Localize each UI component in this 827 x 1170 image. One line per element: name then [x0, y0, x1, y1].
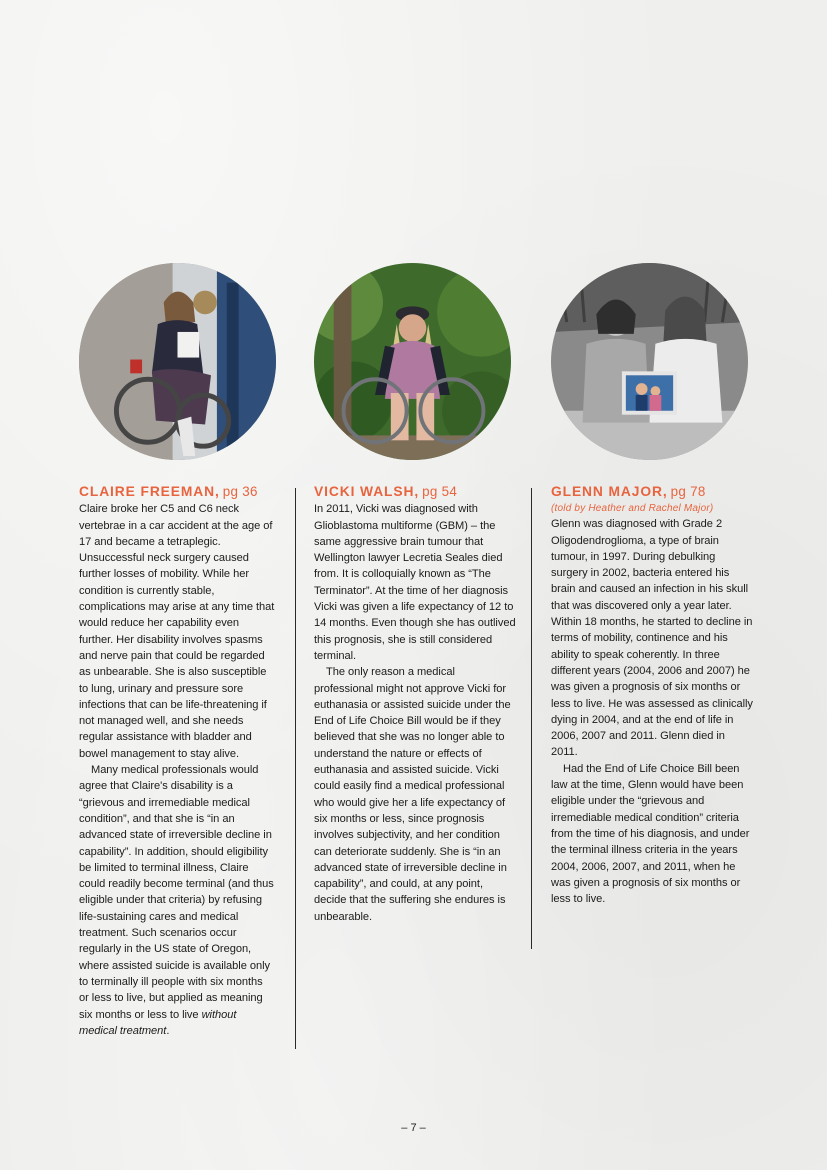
- profile-paragraph: In 2011, Vicki was diagnosed with Glioblastoma multiforme (GBM) – the same aggressive brain tumour that Wellington lawyer Lecretia Seales died from. It is colloquially known as “The Terminator”. At the time of her diagnosis Vicki was given a life expectancy of 12 to 14 months. Even though she has outlived this prognosis, she is still considered terminal.: [314, 503, 516, 662]
- profile-paragraph: The only reason a medical professional might not approve Vicki for euthanasia or assisted suicide under the End of Life Choice Bill would be if they believed that she was no longer able to understand the nature or effects of euthanasia and assisted suicide. Vicki could easily find a medical professional who would give her a life expectancy of six months or less, since prognosis involves subjectivity, and her condition can deteriorate suddenly. She is “in an advanced state of irreversible decline in capability”, and could, at any point, decide that the suffering she endures is unbearable.: [314, 666, 511, 923]
- column-divider: [295, 488, 296, 1049]
- profile-vicki-walsh: [314, 484, 517, 925]
- column-divider: [531, 488, 532, 949]
- profile-credit: (told by Heather and Rachel Major): [551, 503, 714, 515]
- profile-heading: [79, 484, 275, 501]
- profile-claire-freeman: [79, 484, 275, 1039]
- page-number: – 7 –: [401, 1122, 426, 1134]
- profile-glenn-major: [551, 484, 754, 907]
- profile-paragraph: Had the End of Life Choice Bill been law at the time, Glenn would have been eligible under the “grievous and irremediable medical condition” criteria from the time of his diagnosis, and under the terminal illness criteria in the years 2004, 2006, 2007, and 2011, when he was given a prognosis of six months or less to live.: [551, 762, 750, 906]
- photo-claire-freeman: [79, 263, 276, 460]
- page-reference-link[interactable]: pg 36: [222, 484, 258, 499]
- profile-heading: [551, 484, 754, 501]
- profile-paragraph: Claire broke her C5 and C6 neck vertebrae in a car accident at the age of 17 and became a tetraplegic. Unsuccessful neck surgery caused further losses of mobility. While her condition is currently stable, complications may arise at any time that would reduce her capability even further. Her disability involves spasms and nerve pain that could be regarded as unbearable. She is also susceptible to lung, urinary and pressure sore infections that can be life-threatening if not managed well, and she needs regular assistance with bladder and bowel management to stay alive.: [79, 503, 275, 760]
- paragraph-text: Many medical professionals would agree that Claire's disability is a “grievous and irremediable medical condition”, and that she is “in an advanced state of irreversible decline in capability”. In addition, should eligibility be limited to terminal illness, Claire could readily become terminal (and thus eligible under that criteria) by refusing life-sustaining cares and medical treatment. Such scenarios occur regularly in the US state of Oregon, where assisted suicide is available only to terminally ill people with six months or less to live, but applied as meaning six months or less to live: [79, 764, 274, 1021]
- profile-name: GLENN MAJOR,: [551, 484, 668, 499]
- profile-heading: [314, 484, 517, 501]
- page-reference-link[interactable]: pg 78: [670, 484, 706, 499]
- profile-name: VICKI WALSH,: [314, 484, 420, 499]
- profile-paragraph: [79, 762, 275, 1039]
- profile-paragraph: Glenn was diagnosed with Grade 2 Oligodendroglioma, a type of brain tumour, in 1997. During debulking surgery in 2002, bacteria entered his brain and caused an infection in his skull that was discovered only a year later. Within 18 months, he started to decline in terms of mobility, continence and his ability to speak coherently. In three different years (2004, 2006 and 2007) he was given a prognosis of six months or less to live. He was assessed as clinically dying in 2004, and at the end of life in 2006, 2007 and 2011. Glenn died in 2011.: [551, 518, 753, 759]
- photo-vicki-walsh: [314, 263, 511, 460]
- page-reference-link[interactable]: pg 54: [422, 484, 458, 499]
- paragraph-end: .: [166, 1024, 170, 1037]
- profile-name: CLAIRE FREEMAN,: [79, 484, 220, 499]
- emphasis-text: without medical treatment: [79, 1008, 237, 1037]
- photo-glenn-major: [551, 263, 748, 460]
